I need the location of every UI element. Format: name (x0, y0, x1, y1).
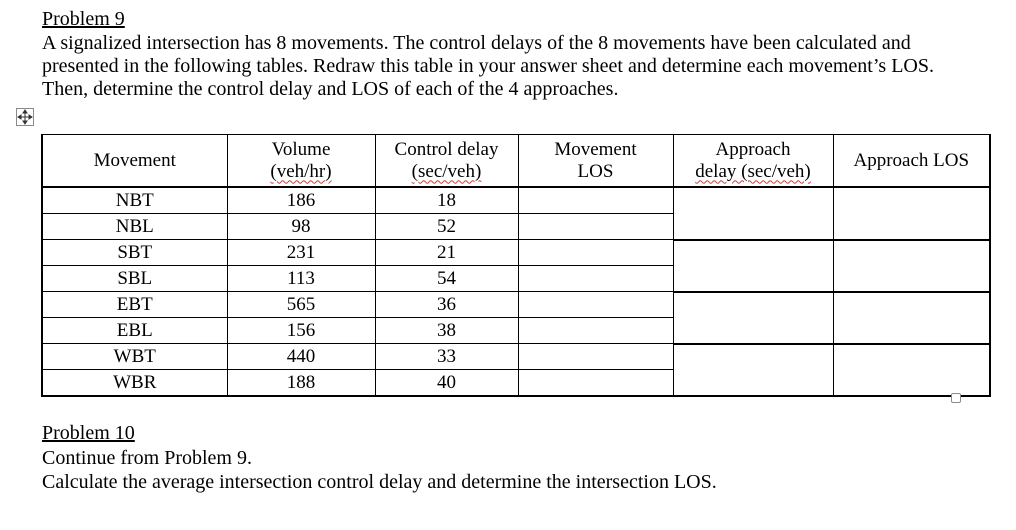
table-resize-handle[interactable] (951, 393, 961, 403)
approach-los-cell-eb[interactable] (833, 292, 990, 344)
approach-los-cell-nb[interactable] (833, 187, 990, 240)
problem9-title: Problem 9 (42, 8, 125, 30)
volume-cell: 156 (227, 318, 375, 344)
problem10-line2: Calculate the average intersection control delay and determine the intersection LOS. (42, 471, 717, 493)
control-delay-cell: 40 (375, 370, 518, 397)
movement-table (41, 134, 991, 397)
movement-cell: SBL (42, 266, 227, 292)
problem10-title: Problem 10 (42, 422, 135, 444)
control-delay-cell: 33 (375, 344, 518, 370)
movement-los-cell[interactable] (518, 214, 673, 240)
movement-los-cell[interactable] (518, 318, 673, 344)
header-movement: Movement (42, 135, 227, 188)
control-delay-cell: 18 (375, 187, 518, 214)
movement-los-cell[interactable] (518, 292, 673, 318)
movement-cell: WBT (42, 344, 227, 370)
move-arrows-icon (17, 109, 33, 125)
header-approach-los: Approach LOS (833, 135, 990, 188)
header-approach-delay: Approach delay (sec/veh) (673, 135, 833, 188)
volume-cell: 440 (227, 344, 375, 370)
movement-los-cell[interactable] (518, 187, 673, 214)
table-row (42, 292, 990, 318)
approach-los-cell-sb[interactable] (833, 240, 990, 292)
movement-cell: SBT (42, 240, 227, 266)
table-row (42, 187, 990, 214)
movement-cell: NBL (42, 214, 227, 240)
problem10-line1: Continue from Problem 9. (42, 447, 252, 469)
header-movement-los: Movement LOS (518, 135, 673, 188)
table-header-row (42, 135, 990, 188)
movement-cell: WBR (42, 370, 227, 397)
volume-cell: 565 (227, 292, 375, 318)
volume-cell: 188 (227, 370, 375, 397)
movement-los-cell[interactable] (518, 344, 673, 370)
control-delay-cell: 52 (375, 214, 518, 240)
header-volume: Volume (veh/hr) (227, 135, 375, 188)
control-delay-cell: 38 (375, 318, 518, 344)
movement-cell: NBT (42, 187, 227, 214)
movement-cell: EBL (42, 318, 227, 344)
approach-delay-cell-wb[interactable] (673, 344, 833, 397)
approach-los-cell-wb[interactable] (833, 344, 990, 397)
table-row (42, 344, 990, 370)
movement-los-cell[interactable] (518, 240, 673, 266)
table-row (42, 240, 990, 266)
approach-delay-cell-sb[interactable] (673, 240, 833, 292)
control-delay-cell: 36 (375, 292, 518, 318)
movement-cell: EBT (42, 292, 227, 318)
movement-los-cell[interactable] (518, 266, 673, 292)
approach-delay-cell-nb[interactable] (673, 187, 833, 240)
control-delay-cell: 21 (375, 240, 518, 266)
header-control-delay: Control delay (sec/veh) (375, 135, 518, 188)
movement-los-cell[interactable] (518, 370, 673, 397)
volume-cell: 186 (227, 187, 375, 214)
approach-delay-cell-eb[interactable] (673, 292, 833, 344)
volume-cell: 98 (227, 214, 375, 240)
volume-cell: 231 (227, 240, 375, 266)
control-delay-cell: 54 (375, 266, 518, 292)
volume-cell: 113 (227, 266, 375, 292)
problem9-body: A signalized intersection has 8 movements. The control delays of the 8 movements have been calculated and presented in the following tables. Redraw this table in your answer sheet and determine each movement’s LOS. Then, determine the control delay and LOS of each of the 4 approaches. (42, 32, 934, 100)
table-move-handle[interactable] (16, 108, 34, 126)
